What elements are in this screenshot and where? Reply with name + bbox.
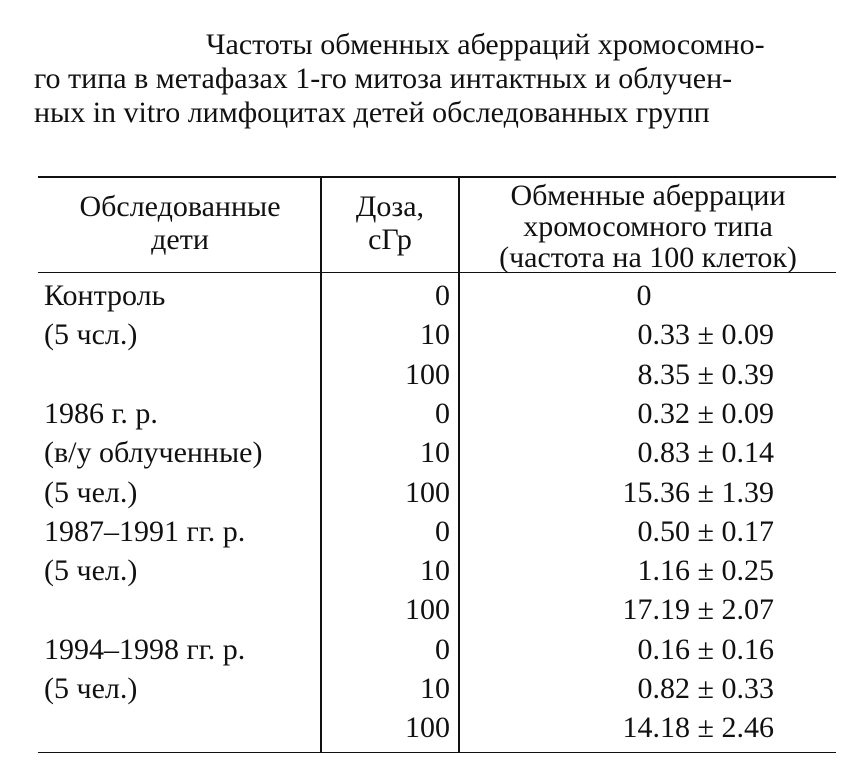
table-row bbox=[38, 473, 836, 512]
table-row bbox=[38, 669, 836, 708]
table-row bbox=[38, 512, 836, 551]
header-group-line-1: Обследованные bbox=[79, 190, 281, 223]
group-cell: (5 чел.) bbox=[44, 672, 138, 705]
table-row bbox=[38, 433, 836, 472]
header-frequency bbox=[460, 180, 836, 273]
frequency-cell: 17.19 ± 2.07 bbox=[622, 593, 774, 627]
dose-cell: 100 bbox=[405, 593, 450, 627]
group-cell: (5 чсл.) bbox=[44, 318, 138, 352]
group-cell: Контроль bbox=[44, 279, 166, 312]
group-cell: 1987–1991 гг. р. bbox=[44, 514, 246, 548]
header-frequency-line-3: (частота на 100 клеток) bbox=[499, 241, 797, 274]
table-bottom-rule bbox=[38, 752, 836, 753]
header-frequency-line-1: Обменные аберрации bbox=[510, 179, 786, 212]
frequency-cell: 0.82 ± 0.33 bbox=[637, 672, 774, 705]
caption-line-1: Частоты обменных аберраций хромосомно- bbox=[206, 28, 765, 61]
dose-cell: 0 bbox=[435, 396, 450, 430]
group-cell: 1994–1998 гг. р. bbox=[44, 632, 246, 666]
dose-cell: 10 bbox=[420, 554, 450, 588]
dose-cell: 10 bbox=[420, 318, 450, 352]
dose-cell: 10 bbox=[420, 672, 450, 705]
table-caption bbox=[34, 28, 834, 130]
header-group-line-2: дети bbox=[151, 223, 209, 256]
table-row bbox=[38, 590, 836, 629]
group-cell: (5 чел.) bbox=[44, 554, 138, 588]
header-frequency-line-2: хромосомного типа bbox=[523, 210, 773, 243]
table-row bbox=[38, 394, 836, 433]
table-row bbox=[38, 355, 836, 394]
group-cell: (5 чел.) bbox=[44, 475, 138, 509]
header-group bbox=[40, 190, 320, 256]
dose-cell: 0 bbox=[435, 279, 450, 312]
dose-cell: 100 bbox=[405, 475, 450, 509]
group-cell: 1986 г. р. bbox=[44, 396, 158, 430]
table-row bbox=[38, 551, 836, 590]
table-row bbox=[38, 630, 836, 669]
dose-cell: 100 bbox=[405, 357, 450, 391]
frequency-cell: 0 bbox=[636, 279, 652, 312]
dose-cell: 10 bbox=[420, 436, 450, 470]
frequency-cell: 0.50 ± 0.17 bbox=[637, 514, 774, 548]
frequency-cell: 0.83 ± 0.14 bbox=[637, 436, 774, 470]
frequency-cell: 0.32 ± 0.09 bbox=[637, 396, 774, 430]
dose-cell: 0 bbox=[435, 632, 450, 666]
frequency-cell: 0.33 ± 0.09 bbox=[637, 318, 774, 352]
dose-cell: 0 bbox=[435, 514, 450, 548]
group-cell: (в/у облученные) bbox=[44, 436, 263, 470]
caption-line-3: ных in vitro лимфоцитах детей обследованных групп bbox=[34, 96, 710, 129]
dose-cell: 100 bbox=[405, 711, 450, 745]
table-row bbox=[38, 276, 836, 315]
frequency-cell: 0.16 ± 0.16 bbox=[637, 632, 774, 666]
table-row bbox=[38, 315, 836, 354]
header-dose bbox=[322, 190, 458, 256]
frequency-cell: 1.16 ± 0.25 bbox=[637, 554, 774, 588]
header-dose-line-2: сГр bbox=[368, 223, 412, 256]
table-row bbox=[38, 708, 836, 747]
frequency-cell: 15.36 ± 1.39 bbox=[622, 475, 774, 509]
header-dose-line-1: Доза, bbox=[355, 190, 425, 223]
frequency-cell: 14.18 ± 2.46 bbox=[622, 711, 774, 745]
caption-line-2: го типа в метафазах 1-го митоза интактных и облучен- bbox=[34, 62, 733, 95]
frequency-cell: 8.35 ± 0.39 bbox=[637, 357, 774, 391]
table-top-rule bbox=[38, 176, 836, 178]
